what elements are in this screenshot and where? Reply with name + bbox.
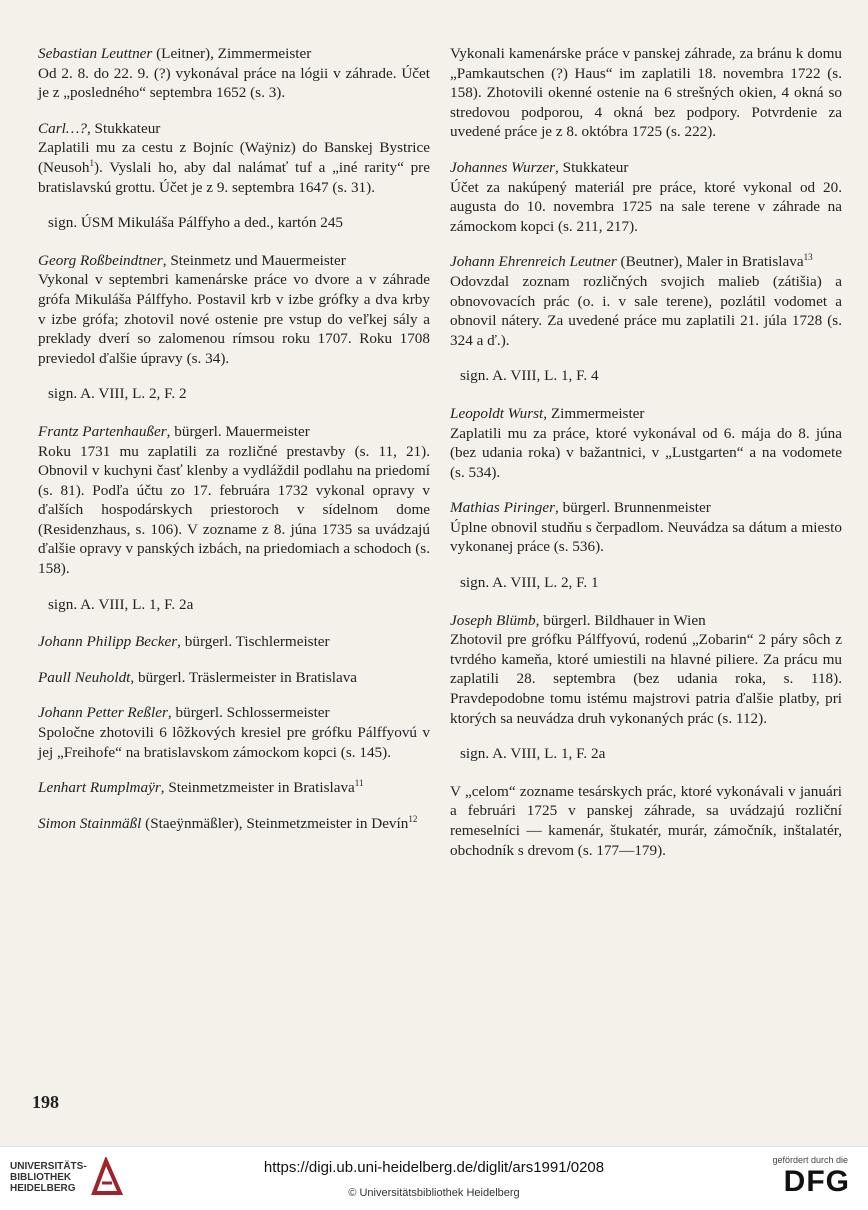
footnote-ref: 11 <box>354 778 364 789</box>
craftsman-title: , bürgerl. Tischlermeister <box>177 633 330 651</box>
footnote-ref: 12 <box>408 813 418 824</box>
entry-text: Od 2. 8. do 22. 9. (?) vykonával práce na lógii v záhrade. Účet je z „posledného“ septembra 1652 (s. 3). <box>38 64 430 102</box>
entry-heading <box>38 422 430 442</box>
footnote-ref: 1 <box>89 157 94 168</box>
signature-reference: sign. A. VIII, L. 1, F. 2a <box>48 595 194 613</box>
entry <box>38 814 430 834</box>
entry <box>38 778 430 798</box>
craftsman-name: Paull Neuholdt <box>38 668 131 686</box>
signature-reference: sign. A. VIII, L. 1, F. 2a <box>460 745 606 763</box>
right-column <box>450 44 842 876</box>
entry-text: Účet za nakúpený materiál pre práce, ktoré vykonal od 20. augusta do 10. novembra 1725 na sale terene v záhrade na zámockom kopci (s. 211, 217). <box>450 178 842 235</box>
entry-heading <box>450 252 842 272</box>
craftsman-title: , bürgerl. Brunnenmeister <box>555 499 711 517</box>
craftsman-title: , bürgerl. Schlossermeister <box>167 704 330 722</box>
craftsman-name: Leopoldt Wurst <box>450 404 544 422</box>
entry-heading <box>38 668 430 688</box>
entry-text-part: ). Vyslali ho, aby dal nalámať tuf a „iné rarity“ pre bratislavskú grottu. Účet je z 9. septembra 1647 (s. 31). <box>38 158 430 196</box>
entry-heading <box>38 44 430 64</box>
signature-reference: sign. ÚSM Mikuláša Pálffyho a ded., kartón 245 <box>48 214 344 232</box>
craftsman-name: Johann Philipp Becker <box>38 633 178 651</box>
craftsman-name: Johann Petter Reßler <box>38 704 168 722</box>
entry <box>38 422 430 579</box>
entry <box>38 632 430 652</box>
entry <box>38 119 430 197</box>
entry-heading <box>450 158 842 178</box>
signature-reference: sign. A. VIII, L. 1, F. 4 <box>460 367 599 385</box>
signature-reference: sign. A. VIII, L. 2, F. 1 <box>460 574 599 592</box>
entry-text-part: Zaplatili mu za cestu z Bojníc (Waÿniz) do Banskej Bystrice (Neusoh <box>38 139 430 176</box>
entry-text <box>38 138 430 197</box>
entry-heading <box>38 778 430 798</box>
entry <box>450 611 842 729</box>
entry <box>38 251 430 369</box>
craftsman-title: , Steinmetzmeister in Bratislava <box>160 779 355 797</box>
page-number: 198 <box>32 1092 59 1112</box>
entry <box>450 44 842 142</box>
craftsman-name: Mathias Piringer <box>450 499 556 517</box>
funding-note: gefördert durch die <box>772 1155 848 1165</box>
craftsman-title: , Stukkateur <box>86 119 161 137</box>
craftsman-name: Carl…? <box>38 119 87 137</box>
footer-bar <box>0 1146 868 1210</box>
entry-text: Úplne obnovil studňu s čerpadlom. Neuvádza sa dátum a miesto vykonanej práce (s. 536). <box>450 518 842 556</box>
entry <box>38 44 430 103</box>
entry <box>450 404 842 482</box>
entry-text: Zaplatili mu za práce, ktoré vykonával od 6. mája do 8. júna (bez udania roka) v bažantnici, v „Lustgarten“ a na vodomete (s. 534). <box>450 424 842 481</box>
entry-text: Zhotovil pre grófku Pálffyovú, rodenú „Zobarin“ 2 páry sôch z tvrdého kameňa, ktoré umiestili na hlavné piliere. Za prácu mu zaplatili 28. septembra (bez udania roka, s. 118). Pravdepodobne tomu istému majstrovi patria ďalšie platby, pri ktorých sa neuvádza druh vykonaných prác (s. 112). <box>450 631 842 727</box>
craftsman-title: , Zimmermeister <box>543 404 645 422</box>
entry-text: Vykonal v septembri kamenárske práce vo dvore a v záhrade grófa Mikuláša Pálffyho. Postavil krb v izbe grófky a dva krby v izbe grófa; zhotovil nové ostenie pre vstup do veľkej sály a preklady dverí so zalomenou rímsou roku 1707. Roku 1708 previedol ďalšie úpravy (s. 34). <box>38 271 430 367</box>
entry-heading <box>450 611 842 631</box>
dfg-logo: DFG <box>783 1165 850 1198</box>
permalink-url[interactable]: https://digi.ub.uni-heidelberg.de/diglit/ars1991/0208 <box>263 1159 605 1176</box>
craftsman-title: , Steinmetz und Mauermeister <box>162 251 346 269</box>
signature-reference: sign. A. VIII, L. 2, F. 2 <box>48 385 187 403</box>
craftsman-title: (Beutner), Maler in Bratislava <box>616 253 804 271</box>
entry <box>450 782 842 860</box>
entry-text: Odovzdal zoznam rozličných svojich malieb (zátišia) a obnovovacích prác (o. i. v sale terene), pozlátil vodomet a obnovil nátery. Za uvedené práce mu zaplatili 21. júla 1728 (s. 324 a ď.). <box>450 272 842 349</box>
entry <box>38 703 430 762</box>
craftsman-title: (Leitner), Zimmermeister <box>152 45 312 62</box>
left-column <box>38 44 430 849</box>
entry <box>450 252 842 350</box>
entry-heading <box>38 632 430 652</box>
craftsman-title: , bürgerl. Träslermeister in Bratislava <box>130 668 358 686</box>
entry-heading <box>450 498 842 518</box>
craftsman-name: Johann Ehrenreich Leutner <box>450 253 617 271</box>
entry-text: Vykonali kamenárske práce v panskej záhrade, za bránu k domu „Pamkautschen (?) Haus“ im zaplatili 18. novembra 1722 (s. 158). Zhotovili okenné ostenie na 6 strešných okien, 4 okná so stredovou podporou, 4 okná bez podpory. Potvrdenie za uvedené práce je z 8. októbra 1725 (s. 222). <box>450 45 842 141</box>
craftsman-name: Sebastian Leuttner <box>38 45 153 62</box>
entry-heading <box>38 119 430 139</box>
entry-text: Roku 1731 mu zaplatili za rozličné prestavby (s. 11, 21). Obnovil v kuchyni časť klenby a vydláždil podlahu na priedomí (s. 81). Podľa účtu zo 17. februára 1732 vykonal opravy v ďalších hospodárskych priestoroch v sídelnom dome (Residenzhaus, s. 106). V zozname z 8. júna 1735 sa uvádzajú ďalšie opravy v panských izbách, na priedomiach a schodoch (s. 158). <box>38 442 430 578</box>
craftsman-name: Simon Stainmäßl <box>38 814 142 832</box>
craftsman-title: , Stukkateur <box>555 158 629 176</box>
craftsman-title: , bürgerl. Mauermeister <box>166 422 310 440</box>
entry-text: Spoločne zhotovili 6 lôžkových kresiel pre grófku Pálffyovú v jej „Freihofe“ na bratislavskom zámockom kopci (s. 145). <box>38 724 430 761</box>
craftsman-name: Lenhart Rumplmaÿr <box>38 779 161 797</box>
copyright-text: © Universitätsbibliothek Heidelberg <box>348 1187 520 1199</box>
university-name: UNIVERSITÄTS- BIBLIOTHEK HEIDELBERG <box>10 1161 87 1194</box>
entry <box>38 668 430 688</box>
entry-text: V „celom“ zozname tesárskych prác, ktoré vykonávali v januári a februári 1725 v panskej záhrade, sa uvádzajú rozliční remeselníci — kamenár, štukatér, murár, zámočník, inštalatér, obchodník s drevom (s. 177—179). <box>450 782 842 859</box>
craftsman-title: (Staeÿnmäßler), Steinmetzmeister in Devín <box>141 814 409 832</box>
entry-heading <box>450 404 842 424</box>
craftsman-name: Johannes Wurzer <box>450 158 556 176</box>
entry-heading <box>38 703 430 723</box>
entry-heading <box>38 814 430 834</box>
footnote-ref: 13 <box>803 252 813 263</box>
craftsman-name: Georg Roßbeindtner <box>38 251 163 269</box>
entry-heading <box>38 251 430 271</box>
craftsman-title: , bürgerl. Bildhauer in Wien <box>535 611 706 629</box>
entry <box>450 498 842 557</box>
craftsman-name: Joseph Blümb <box>450 611 536 629</box>
craftsman-name: Frantz Partenhaußer <box>38 422 167 440</box>
entry <box>450 158 842 236</box>
